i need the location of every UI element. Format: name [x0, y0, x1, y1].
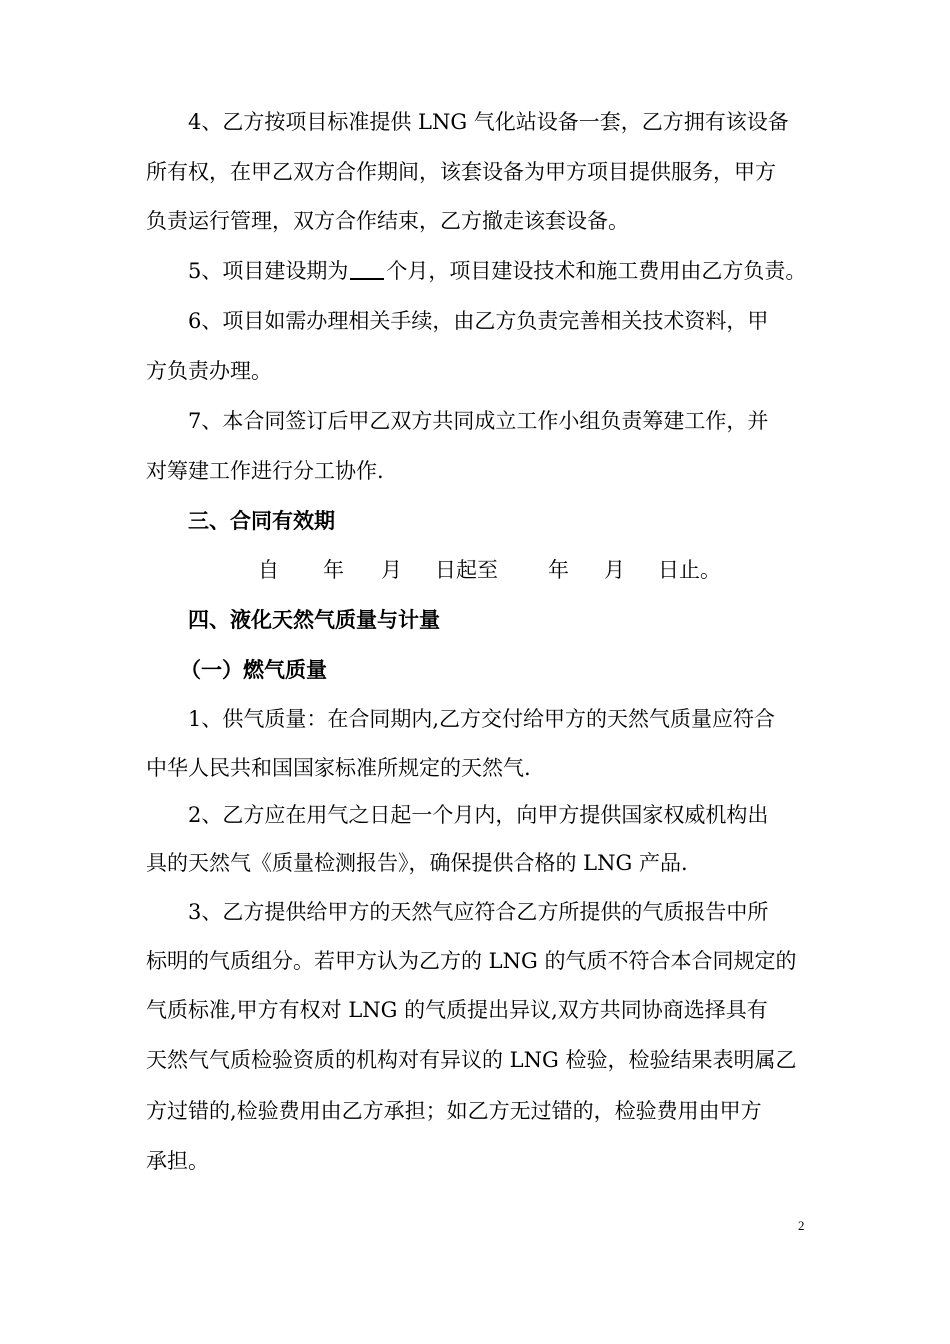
- q3-line6: 承担。: [146, 1149, 209, 1173]
- date-word: 年: [323, 558, 344, 582]
- date-word: 日止。: [658, 558, 721, 582]
- date-word: 年: [548, 558, 569, 582]
- q1-line1: 1、供气质量：在合同期内,乙方交付给甲方的天然气质量应符合: [188, 707, 776, 731]
- para4-line1: 4、乙方按项目标准提供 LNG 气化站设备一套，乙方拥有该设备: [188, 110, 789, 134]
- q3-line5: 方过错的,检验费用由乙方承担；如乙方无过错的，检验费用由甲方: [146, 1099, 762, 1123]
- date-word: 月: [381, 558, 402, 582]
- para6-line2: 方负责办理。: [146, 359, 272, 383]
- para7-line1: 7、本合同签订后甲乙双方共同成立工作小组负责筹建工作，并: [188, 409, 769, 433]
- q2-line2: 具的天然气《质量检测报告》，确保提供合格的 LNG 产品.: [146, 851, 688, 875]
- section3-title: 三、合同有效期: [188, 509, 335, 533]
- section4-sub1: （一）燃气质量: [180, 658, 327, 682]
- para4-line2: 所有权，在甲乙双方合作期间，该套设备为甲方项目提供服务，甲方: [146, 160, 776, 184]
- q3-line1: 3、乙方提供给甲方的天然气应符合乙方所提供的气质报告中所: [188, 900, 769, 924]
- section4-title: 四、液化天然气质量与计量: [188, 608, 440, 632]
- q2-line1: 2、乙方应在用气之日起一个月内，向甲方提供国家权威机构出: [188, 803, 769, 827]
- q3-line2: 标明的气质组分。若甲方认为乙方的 LNG 的气质不符合本合同规定的: [146, 949, 797, 973]
- page-number: 2: [798, 1218, 805, 1233]
- q3-line4: 天然气气质检验资质的机构对有异议的 LNG 检验，检验结果表明属乙: [146, 1048, 797, 1072]
- para6-line1: 6、项目如需办理相关手续，由乙方负责完善相关技术资料，甲: [188, 309, 769, 333]
- q1-line2: 中华人民共和国国家标准所规定的天然气.: [146, 756, 531, 780]
- para5: [188, 256, 806, 286]
- date-word: 月: [604, 558, 625, 582]
- para4-line3: 负责运行管理，双方合作结束，乙方撤走该套设备。: [146, 209, 629, 233]
- para5-after: 个月，项目建设技术和施工费用由乙方负责。: [386, 259, 807, 283]
- validity-date-line: [0, 555, 950, 585]
- para7-line2: 对筹建工作进行分工协作.: [146, 459, 384, 483]
- para5-before: 5、项目建设期为: [188, 259, 349, 283]
- blank-field: [350, 256, 384, 280]
- date-word: 自: [258, 558, 279, 582]
- q3-line3: 气质标准,甲方有权对 LNG 的气质提出异议,双方共同协商选择具有: [146, 998, 768, 1022]
- date-word: 日起至: [435, 558, 498, 582]
